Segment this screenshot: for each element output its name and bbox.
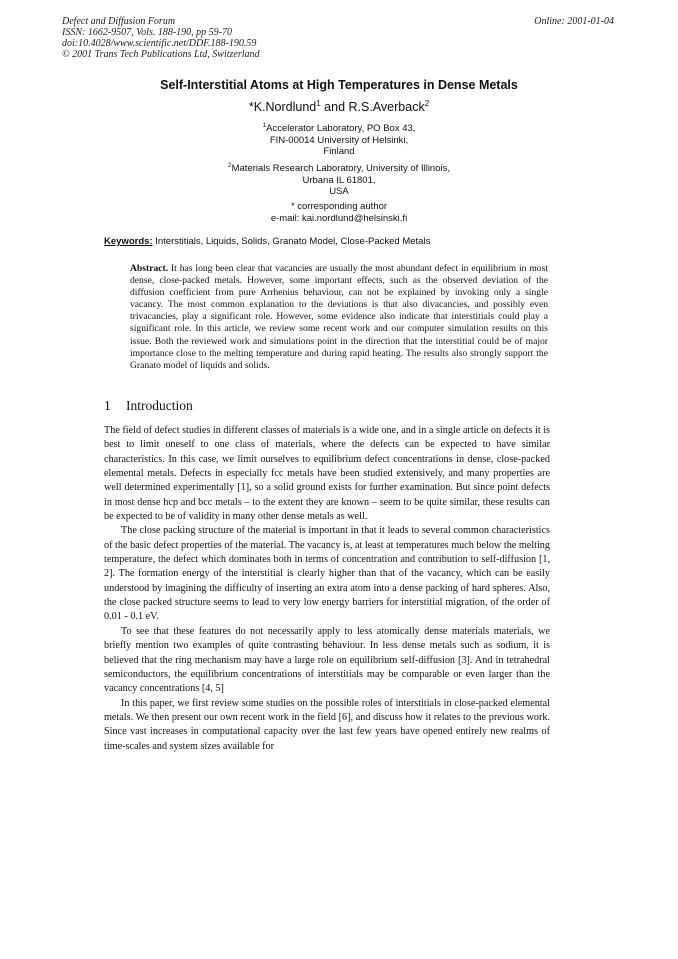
section-title: Introduction [126, 398, 193, 413]
online-date [534, 16, 614, 27]
author-nordlund-affil-mark: 1 [316, 99, 321, 108]
introduction-body [104, 424, 550, 754]
abstract-label: Abstract. [130, 263, 169, 274]
author-line [0, 99, 678, 114]
keywords-text: Interstitials, Liquids, Solids, Granato Model, Close-Packed Metals [152, 236, 431, 247]
author-averback: R.S.Averback [348, 100, 425, 115]
corresponding-note: * corresponding author [290, 201, 388, 212]
paragraph: The field of defect studies in different classes of materials is a wide one, and in a single article on defects it is best to limit oneself to one class of materials, where the defects can be expected to have similar characteristics. In this case, we limit ourselves to equilibrium defect concentrations in dense, close-packed elemental metals. Defects in especially fcc metals have been studied extensively, and many properties are well determined experimentally [1], so a solid ground exists for further examination. But since point defects in most dense hcp and bcc metals – to the extent they are known – seem to be quite similar, these results can be expected to be of validity in many other dense metals as well. [104, 425, 550, 523]
affil2-mark: 2 [227, 162, 232, 169]
affil2-line2: Urbana IL 61801, [302, 174, 376, 186]
journal-copyright: © 2001 Trans Tech Publications Ltd, Switzerland [62, 49, 260, 60]
corresponding-email[interactable]: e-mail: kai.nordlund@helsinski.fi [270, 212, 408, 224]
affiliation-illinois [0, 160, 678, 198]
online-date-text: Online: 2001-01-04 [534, 16, 614, 27]
affil2-line3: USA [329, 186, 349, 198]
journal-header [62, 16, 260, 60]
affil1-line1: Accelerator Laboratory, PO Box 43, [266, 123, 416, 135]
section-number: 1 [104, 398, 111, 413]
paragraph: The close packing structure of the material is important in that it leads to several common characteristics of the basic defect properties of the material. The vacancy is, at least at temperatures much below the melting temperature, the defect which dominates both in terms of concentration and contribution to self-diffusion [1, 2]. The formation energy of the interstitial is clearly higher than that of the vacancy, which can be easily understood by imagining the difficulty of inserting an extra atom into a dense packing of hard spheres. Also, the close packed structure seems to lead to very low energy barriers for interstitial migration, of the order of 0.01 - 0.1 eV. [104, 525, 550, 623]
abstract-text: It has long been clear that vacancies are usually the most abundant defect in equilibrium in most dense, close-packed metals. However, some important effects, such as the observed deviation of the diffusion coefficient from pure Arrhenius behaviour, can not be explained by invoking only a single vacancy. The most common explanation to the deviations is that also divacancies, and possibly even trivacancies, play a significant role. However, some evidence also indicate that interstitials could play a significant role. In this article, we review some recent work and our computer simulation results on this issue. Both the reviewed work and simulations point in the direction that the interstitial could be of major importance close to the melting temperature and during rapid heating. The results also strongly support the Granato model of liquids and solids. [130, 263, 548, 371]
keywords-label: Keywords: [104, 236, 153, 247]
author-averback-affil-mark: 2 [424, 99, 430, 108]
section-heading-introduction [104, 398, 193, 414]
corresponding-author [0, 201, 678, 224]
abstract [130, 263, 548, 372]
author-conjunction: and [320, 100, 349, 115]
author-nordlund: *K.Nordlund [248, 100, 317, 115]
affil1-line2: FIN-00014 University of Helsinki, [269, 134, 409, 146]
paper-title: Self-Interstitial Atoms at High Temperatures in Dense Metals [160, 78, 518, 92]
journal-doi[interactable]: doi:10.4028/www.scientific.net/DDF.188-190.59 [62, 38, 257, 49]
affil1-line3: Finland [323, 146, 355, 158]
affiliation-helsinki [0, 120, 678, 158]
keywords [104, 236, 430, 247]
paragraph: In this paper, we first review some studies on the possible roles of interstitials in close-packed elemental metals. We then present our own recent work in the field [6], and discuss how it relates to the previous work. Since vast increases in computational capacity over the last few years have opened entirely new realms of time-scales and system sizes available for [104, 697, 550, 752]
paragraph: To see that these features do not necessarily apply to less atomically dense materials materials, we briefly mention two examples of quite contrasting behaviour. In less dense metals such as sodium, it is believed that the ring mechanism may have a large role on equilibrium self-diffusion [3]. And in tetrahedral semiconductors, the equilibrium concentrations of interstitials may be comparable or even larger than the vacancy concentrations [4, 5] [104, 625, 550, 695]
journal-name: Defect and Diffusion Forum [62, 16, 176, 27]
journal-issn: ISSN: 1662-9507, Vols. 188-190, pp 59-70 [62, 27, 232, 38]
affil1-mark: 1 [262, 122, 267, 129]
affil2-line1: Materials Research Laboratory, University of Illinois, [231, 163, 451, 175]
